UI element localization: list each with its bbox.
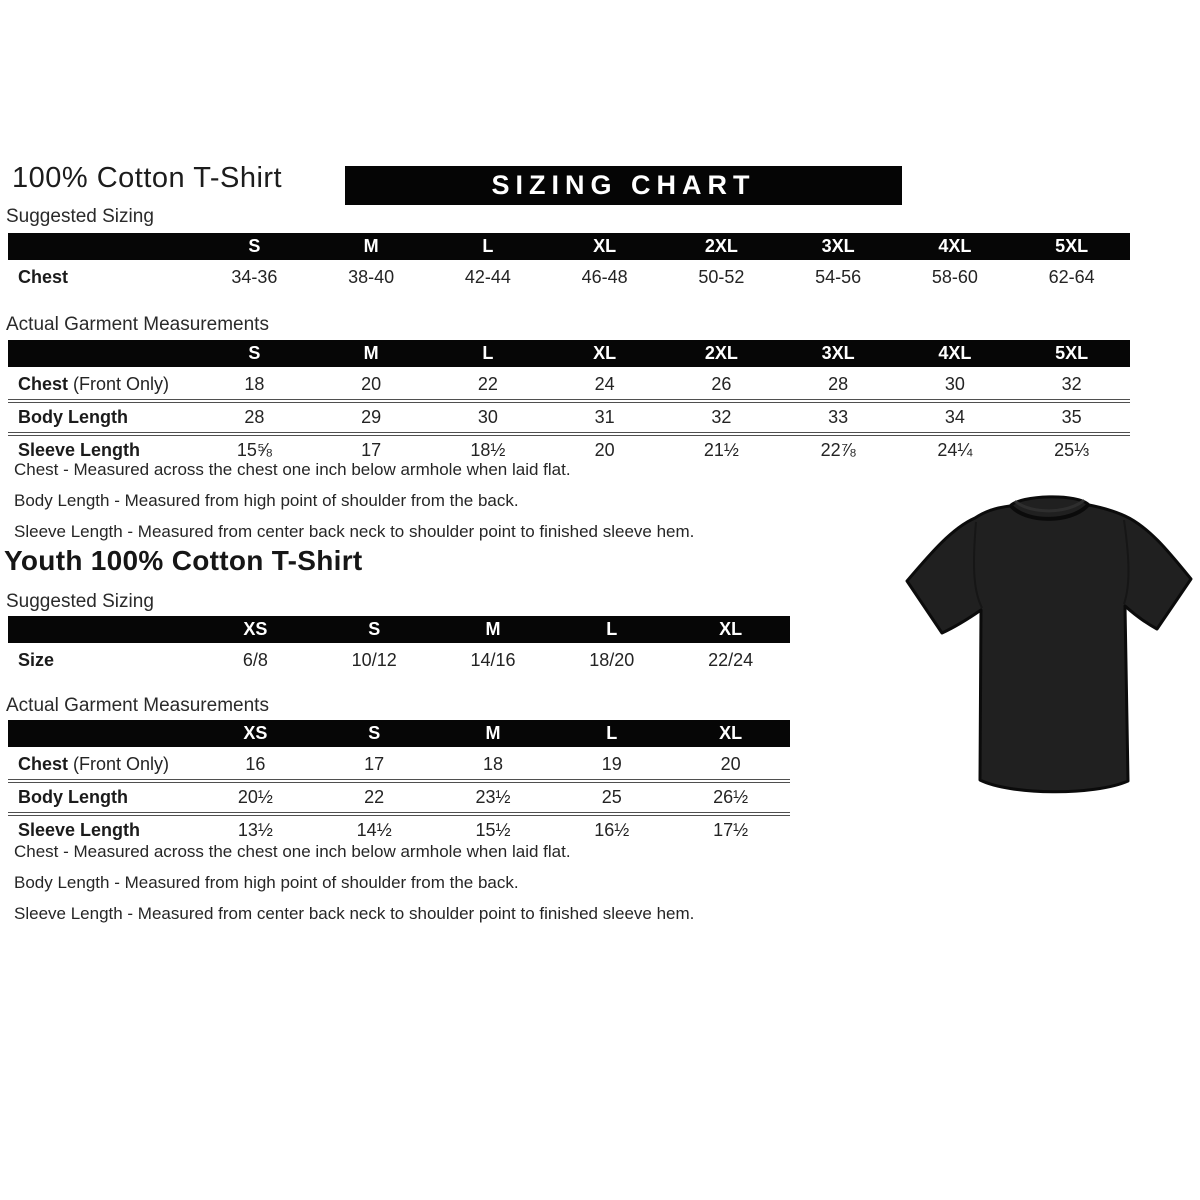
size-column-header: 4XL	[897, 233, 1014, 260]
size-header-row	[8, 720, 790, 747]
measurement-note: Sleeve Length - Measured from center back neck to shoulder point to finished sleeve hem.	[14, 904, 695, 923]
measurement-value: 42-44	[430, 260, 547, 292]
measurement-value: 16½	[552, 812, 671, 845]
measurement-value: 17	[315, 747, 434, 779]
measurement-row	[8, 260, 1130, 292]
measurement-note: Body Length - Measured from high point of shoulder from the back.	[14, 873, 519, 892]
measurement-value: 28	[780, 367, 897, 399]
size-column-header: L	[552, 616, 671, 643]
measurement-row	[8, 779, 790, 812]
measurement-value: 34-36	[196, 260, 313, 292]
size-header-spacer	[8, 720, 196, 747]
size-header-spacer	[8, 340, 196, 367]
measurement-value: 32	[663, 399, 780, 432]
measurement-value: 38-40	[313, 260, 430, 292]
measurement-row	[8, 747, 790, 779]
measurement-value: 24¼	[897, 432, 1014, 465]
measurement-value: 22	[315, 779, 434, 812]
measurement-value: 22⅞	[780, 432, 897, 465]
measurement-value: 25⅓	[1013, 432, 1130, 465]
size-column-header: S	[315, 616, 434, 643]
measurement-note: Chest - Measured across the chest one inch below armhole when laid flat.	[14, 460, 571, 479]
size-header-row	[8, 233, 1130, 260]
sizing-chart-banner	[345, 166, 902, 205]
size-column-header: 4XL	[897, 340, 1014, 367]
measurement-value: 50-52	[663, 260, 780, 292]
measurement-value: 23½	[434, 779, 553, 812]
row-label: Sleeve Length	[8, 432, 196, 465]
measurement-value: 29	[313, 399, 430, 432]
measurement-value: 18	[434, 747, 553, 779]
size-column-header: XL	[671, 616, 790, 643]
measurement-note: Sleeve Length - Measured from center back neck to shoulder point to finished sleeve hem.	[14, 522, 695, 541]
measurement-value: 10/12	[315, 643, 434, 675]
size-column-header: S	[196, 233, 313, 260]
row-label: Chest (Front Only)	[8, 747, 196, 779]
measurement-value: 26	[663, 367, 780, 399]
adult-suggested-sizing-table	[8, 233, 1130, 292]
measurement-value: 46-48	[546, 260, 663, 292]
youth-measurement-notes	[14, 842, 694, 935]
measurement-value: 14½	[315, 812, 434, 845]
measurement-value: 35	[1013, 399, 1130, 432]
size-column-header: M	[313, 340, 430, 367]
adult-actual-measurements-label: Actual Garment Measurements	[6, 314, 269, 335]
size-header-row	[8, 340, 1130, 367]
tshirt-silhouette	[907, 497, 1191, 792]
page-title: 100% Cotton T-Shirt	[12, 162, 283, 194]
measurement-value: 18	[196, 367, 313, 399]
measurement-value: 20½	[196, 779, 315, 812]
measurement-value: 15½	[434, 812, 553, 845]
measurement-value: 14/16	[434, 643, 553, 675]
size-column-header: XL	[671, 720, 790, 747]
measurement-note: Chest - Measured across the chest one inch below armhole when laid flat.	[14, 842, 571, 861]
size-header-spacer	[8, 616, 196, 643]
size-column-header: XL	[546, 233, 663, 260]
row-label: Body Length	[8, 399, 196, 432]
adult-measurement-notes	[14, 460, 694, 553]
measurement-value: 58-60	[897, 260, 1014, 292]
size-column-header: M	[434, 616, 553, 643]
size-header-row	[8, 616, 790, 643]
measurement-value: 31	[546, 399, 663, 432]
measurement-value: 22/24	[671, 643, 790, 675]
size-column-header: 5XL	[1013, 340, 1130, 367]
row-label: Size	[8, 643, 196, 675]
measurement-value: 20	[671, 747, 790, 779]
measurement-row	[8, 643, 790, 675]
size-column-header: 5XL	[1013, 233, 1130, 260]
adult-actual-measurements-table	[8, 340, 1130, 465]
size-column-header: 3XL	[780, 340, 897, 367]
youth-suggested-sizing-label: Suggested Sizing	[6, 591, 154, 612]
size-column-header: S	[196, 340, 313, 367]
tshirt-photo	[898, 480, 1198, 812]
adult-suggested-sizing-label: Suggested Sizing	[6, 206, 154, 227]
measurement-value: 28	[196, 399, 313, 432]
size-column-header: S	[315, 720, 434, 747]
measurement-row	[8, 367, 1130, 399]
size-column-header: XL	[546, 340, 663, 367]
measurement-value: 18/20	[552, 643, 671, 675]
measurement-value: 32	[1013, 367, 1130, 399]
measurement-value: 24	[546, 367, 663, 399]
measurement-row	[8, 399, 1130, 432]
measurement-value: 18½	[430, 432, 547, 465]
size-column-header: 3XL	[780, 233, 897, 260]
tshirt-image	[898, 480, 1198, 812]
measurement-value: 33	[780, 399, 897, 432]
measurement-value: 17½	[671, 812, 790, 845]
size-column-header: L	[552, 720, 671, 747]
size-column-header: 2XL	[663, 340, 780, 367]
row-label: Chest (Front Only)	[8, 367, 196, 399]
size-column-header: L	[430, 340, 547, 367]
size-column-header: XS	[196, 720, 315, 747]
measurement-note: Body Length - Measured from high point of shoulder from the back.	[14, 491, 519, 510]
measurement-value: 20	[546, 432, 663, 465]
measurement-value: 21½	[663, 432, 780, 465]
measurement-value: 16	[196, 747, 315, 779]
measurement-value: 13½	[196, 812, 315, 845]
measurement-value: 34	[897, 399, 1014, 432]
row-label: Body Length	[8, 779, 196, 812]
row-label: Sleeve Length	[8, 812, 196, 845]
measurement-value: 54-56	[780, 260, 897, 292]
measurement-row	[8, 812, 790, 845]
size-column-header: 2XL	[663, 233, 780, 260]
measurement-value: 15⅝	[196, 432, 313, 465]
measurement-value: 22	[430, 367, 547, 399]
size-column-header: XS	[196, 616, 315, 643]
youth-section-title: Youth 100% Cotton T-Shirt	[4, 545, 363, 576]
size-column-header: M	[313, 233, 430, 260]
sizing-chart-banner-text: SIZING CHART	[491, 170, 756, 200]
youth-actual-measurements-label: Actual Garment Measurements	[6, 695, 269, 716]
measurement-value: 30	[897, 367, 1014, 399]
measurement-value: 30	[430, 399, 547, 432]
measurement-value: 6/8	[196, 643, 315, 675]
measurement-value: 62-64	[1013, 260, 1130, 292]
youth-actual-measurements-table	[8, 720, 790, 845]
measurement-value: 26½	[671, 779, 790, 812]
row-label: Chest	[8, 260, 196, 292]
size-header-spacer	[8, 233, 196, 260]
measurement-value: 25	[552, 779, 671, 812]
youth-suggested-sizing-table	[8, 616, 790, 675]
measurement-value: 20	[313, 367, 430, 399]
measurement-value: 19	[552, 747, 671, 779]
size-column-header: L	[430, 233, 547, 260]
measurement-value: 17	[313, 432, 430, 465]
size-column-header: M	[434, 720, 553, 747]
